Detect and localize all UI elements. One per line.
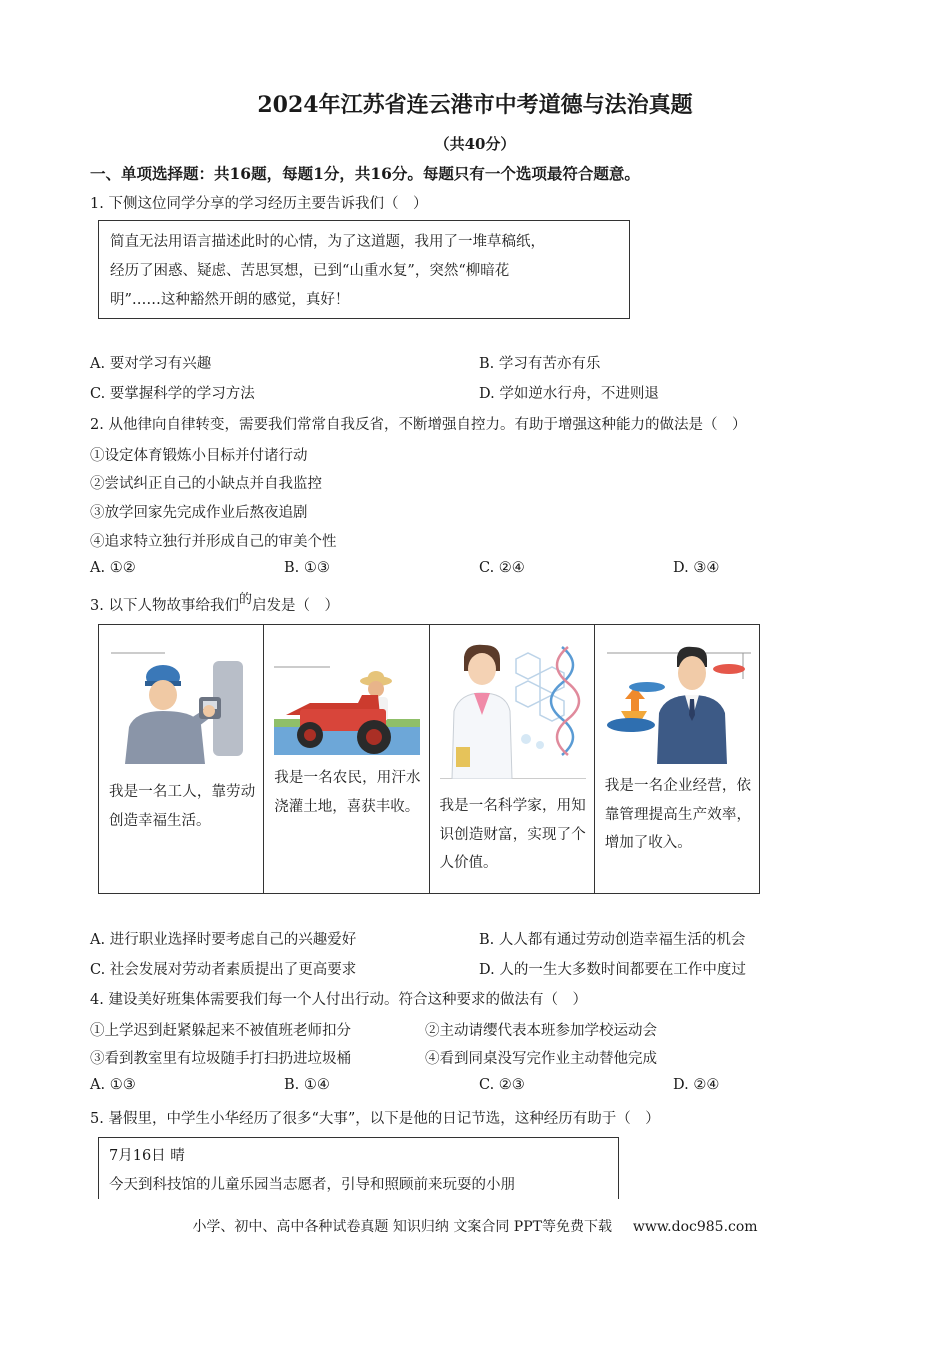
story-text-scientist: 我是一名科学家，用知识创造财富，实现了个人价值。: [439, 798, 586, 871]
diary-line: 今天到科技馆的儿童乐园当志愿者，引导和照顾前来玩耍的小朋: [109, 1177, 515, 1193]
question-1-option-b[interactable]: B. 学习有苦亦有乐: [479, 356, 601, 372]
question-4-item: ②主动请缨代表本班参加学校运动会: [425, 1023, 657, 1039]
question-1-stem: 1. 下侧这位同学分享的学习经历主要告诉我们（ ）: [90, 196, 428, 212]
question-3-option-d[interactable]: D. 人的一生大多数时间都要在工作中度过: [479, 962, 746, 978]
question-1-option-d[interactable]: D. 学如逆水行舟，不进则退: [479, 386, 659, 402]
worker-illustration-icon: [105, 639, 255, 764]
question-3-option-c[interactable]: C. 社会发展对劳动者素质提出了更高要求: [90, 962, 357, 978]
question-2-option-a[interactable]: A. ①②: [90, 560, 136, 576]
question-3-stem-part: 的: [238, 592, 252, 607]
story-text-farmer: 我是一名农民，用汗水浇灌土地，喜获丰收。: [274, 770, 421, 815]
question-2-stem: 2. 从他律向自律转变，需要我们常常自我反省，不断增强自控力。有助于增强这种能力的做法是（ ）: [90, 417, 747, 433]
story-text-entrepreneur: 我是一名企业经营，依靠管理提高生产效率，增加了收入。: [604, 778, 751, 851]
page-footer: [0, 1216, 950, 1236]
quote-line: 明”……这种豁然开朗的感觉，真好！: [110, 292, 350, 308]
question-4-item: ①上学迟到赶紧躲起来不被值班老师扣分: [90, 1023, 351, 1039]
section-heading: 一、单项选择题：共16题，每题1分，共16分。每题只有一个选项最符合题意。: [90, 164, 640, 183]
question-2-option-c[interactable]: C. ②④: [479, 560, 525, 576]
page-title: 2024年江苏省连云港市中考道德与法治真题: [257, 92, 693, 118]
question-4-option-b[interactable]: B. ①④: [284, 1077, 330, 1093]
question-4-item: ③看到教室里有垃圾随手打扫扔进垃圾桶: [90, 1051, 351, 1067]
question-3-stem: [90, 594, 339, 615]
question-2-item: ③放学回家先完成作业后熬夜追剧: [90, 505, 308, 521]
question-3-option-a[interactable]: A. 进行职业选择时要考虑自己的兴趣爱好: [90, 932, 357, 948]
question-2-item: ④追求特立独行并形成自己的审美个性: [90, 534, 337, 550]
question-5-diary-box: [98, 1137, 619, 1199]
question-4-stem: 4. 建设美好班集体需要我们每一个人付出行动。符合这种要求的做法有（ ）: [90, 992, 587, 1008]
question-1-quote-box: [98, 220, 630, 319]
question-1-option-a[interactable]: A. 要对学习有兴趣: [90, 356, 212, 372]
question-2-item: ②尝试纠正自己的小缺点并自我监控: [90, 476, 322, 492]
story-cell-entrepreneur: [595, 625, 759, 893]
question-3-story-table: [98, 624, 760, 894]
footer-text: 小学、初中、高中各种试卷真题 知识归纳 文案合同 PPT等免费下载: [192, 1219, 612, 1235]
diary-date: 7月16日 晴: [109, 1148, 185, 1164]
story-text-worker: 我是一名工人，靠劳动创造幸福生活。: [109, 784, 256, 829]
quote-line: 经历了困惑、疑虑、苦思冥想，已到“山重水复”，突然“柳暗花: [110, 263, 510, 279]
story-cell-farmer: [264, 625, 429, 893]
question-2-option-b[interactable]: B. ①③: [284, 560, 330, 576]
page-subtitle: （共40分）: [434, 135, 516, 153]
question-3-option-b[interactable]: B. 人人都有通过劳动创造幸福生活的机会: [479, 932, 746, 948]
story-cell-scientist: [430, 625, 595, 893]
scientist-illustration-icon: [436, 639, 586, 779]
question-5-stem: 5. 暑假里，中学生小华经历了很多“大事”，以下是他的日记节选，这种经历有助于（ ）: [90, 1111, 660, 1127]
question-4-option-a[interactable]: A. ①③: [90, 1077, 136, 1093]
question-2-option-d[interactable]: D. ③④: [673, 560, 720, 576]
question-2-item: ①设定体育锻炼小目标并付诸行动: [90, 448, 308, 464]
footer-url[interactable]: www.doc985.com: [632, 1219, 758, 1235]
question-4-item: ④看到同桌没写完作业主动替他完成: [425, 1051, 657, 1067]
question-4-option-d[interactable]: D. ②④: [673, 1077, 720, 1093]
question-4-option-c[interactable]: C. ②③: [479, 1077, 525, 1093]
story-cell-worker: [99, 625, 264, 893]
quote-line: 简直无法用语言描述此时的心情，为了这道题，我用了一堆草稿纸，: [110, 234, 545, 250]
farmer-illustration-icon: [270, 639, 420, 764]
entrepreneur-illustration-icon: [601, 639, 751, 764]
question-3-stem-part: 启发是（ ）: [251, 598, 339, 614]
question-1-option-c[interactable]: C. 要掌握科学的学习方法: [90, 386, 255, 402]
question-3-stem-part: 3. 以下人物故事给我们: [90, 598, 239, 614]
